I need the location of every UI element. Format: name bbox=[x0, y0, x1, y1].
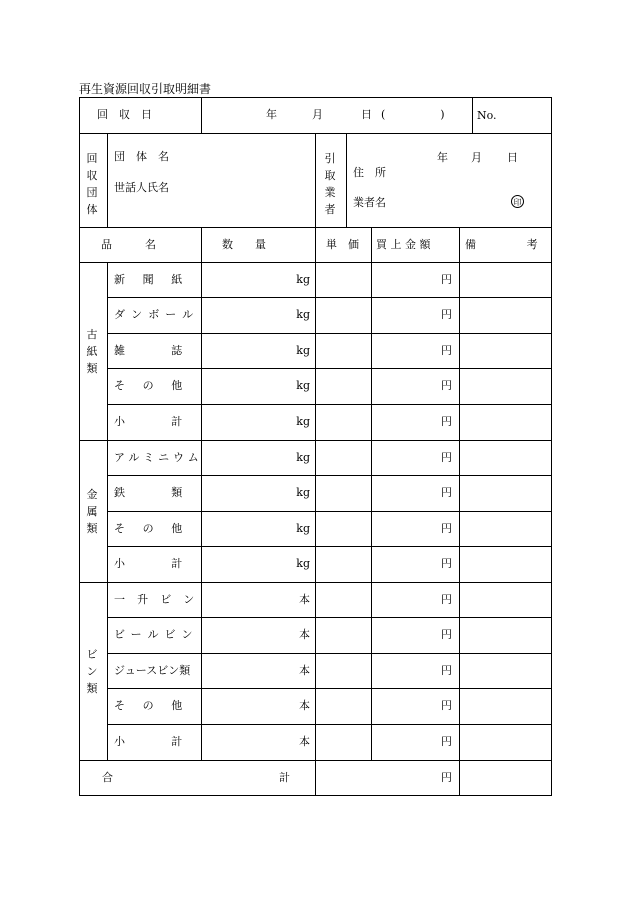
total-label-left: 合 bbox=[102, 771, 113, 784]
date-month-label: 月 bbox=[312, 108, 323, 121]
amount-unit: 円 bbox=[441, 379, 452, 392]
collector-month-label: 月 bbox=[471, 151, 482, 164]
column-quantity: 数 量 bbox=[222, 238, 266, 251]
item-name: 一 升 ビ ン bbox=[114, 593, 195, 606]
amount-unit: 円 bbox=[441, 451, 452, 464]
quantity-unit: kg bbox=[296, 308, 310, 321]
total-label-right: 計 bbox=[279, 771, 290, 784]
group-name-label: 団 体 名 bbox=[114, 150, 169, 163]
amount-unit: 円 bbox=[441, 522, 452, 535]
column-remarks: 備 考 bbox=[465, 238, 542, 251]
collector-year-label: 年 bbox=[437, 151, 448, 164]
quantity-unit: 本 bbox=[299, 593, 310, 606]
group-label: 回 収 団 体 bbox=[86, 152, 98, 216]
quantity-unit: 本 bbox=[299, 735, 310, 748]
category-label-bottle: ビ ン 類 bbox=[86, 648, 98, 695]
collector-label: 引 取 業 者 bbox=[324, 152, 336, 216]
item-name: 新 聞 紙 bbox=[114, 273, 186, 286]
caretaker-name-label: 世話人氏名 bbox=[114, 181, 169, 194]
item-name: そ の 他 bbox=[114, 699, 186, 712]
quantity-unit: 本 bbox=[299, 628, 310, 641]
number-label: No. bbox=[477, 109, 497, 122]
amount-unit: 円 bbox=[441, 628, 452, 641]
amount-unit: 円 bbox=[441, 344, 452, 357]
item-name: そ の 他 bbox=[114, 522, 186, 535]
amount-unit: 円 bbox=[441, 664, 452, 677]
column-item: 品 名 bbox=[101, 238, 156, 251]
amount-unit: 円 bbox=[441, 699, 452, 712]
amount-unit: 円 bbox=[441, 486, 452, 499]
quantity-unit: 本 bbox=[299, 699, 310, 712]
item-name: 小 計 bbox=[114, 735, 186, 748]
quantity-unit: kg bbox=[296, 522, 310, 535]
column-unit-price: 単 価 bbox=[326, 238, 359, 251]
category-label-metal: 金 属 類 bbox=[86, 488, 98, 535]
weekday-paren: ( ) bbox=[381, 108, 451, 121]
amount-unit: 円 bbox=[441, 273, 452, 286]
amount-unit: 円 bbox=[441, 593, 452, 606]
quantity-unit: 本 bbox=[299, 664, 310, 677]
amount-unit: 円 bbox=[441, 415, 452, 428]
item-name: 小 計 bbox=[114, 415, 186, 428]
seal-icon: 印 bbox=[511, 195, 524, 208]
collection-date-label: 回 収 日 bbox=[97, 108, 152, 121]
column-purchase-amount: 買 上 金 額 bbox=[376, 238, 431, 251]
item-name: 小 計 bbox=[114, 557, 186, 570]
amount-unit: 円 bbox=[441, 735, 452, 748]
quantity-unit: kg bbox=[296, 451, 310, 464]
document-title: 再生資源回収引取明細書 bbox=[79, 82, 212, 96]
quantity-unit: kg bbox=[296, 415, 310, 428]
address-label: 住 所 bbox=[353, 166, 386, 179]
company-name-label: 業者名 bbox=[353, 196, 386, 209]
item-name: ビールビン bbox=[114, 628, 199, 641]
amount-unit: 円 bbox=[441, 557, 452, 570]
item-name: そ の 他 bbox=[114, 379, 186, 392]
item-name: ジュースビン類 bbox=[114, 664, 191, 677]
date-year-label: 年 bbox=[266, 108, 277, 121]
quantity-unit: kg bbox=[296, 273, 310, 286]
category-label-paper: 古 紙 類 bbox=[86, 328, 98, 375]
amount-unit: 円 bbox=[441, 308, 452, 321]
collector-day-label: 日 bbox=[507, 151, 518, 164]
item-name: 雑 誌 bbox=[114, 344, 186, 357]
date-day-label: 日 bbox=[361, 108, 372, 121]
quantity-unit: kg bbox=[296, 486, 310, 499]
quantity-unit: kg bbox=[296, 557, 310, 570]
item-name: 鉄 類 bbox=[114, 486, 186, 499]
total-amount-unit: 円 bbox=[441, 771, 452, 784]
quantity-unit: kg bbox=[296, 379, 310, 392]
quantity-unit: kg bbox=[296, 344, 310, 357]
item-name: ダンボール bbox=[114, 308, 200, 321]
item-name: アルミニウム bbox=[114, 451, 203, 464]
